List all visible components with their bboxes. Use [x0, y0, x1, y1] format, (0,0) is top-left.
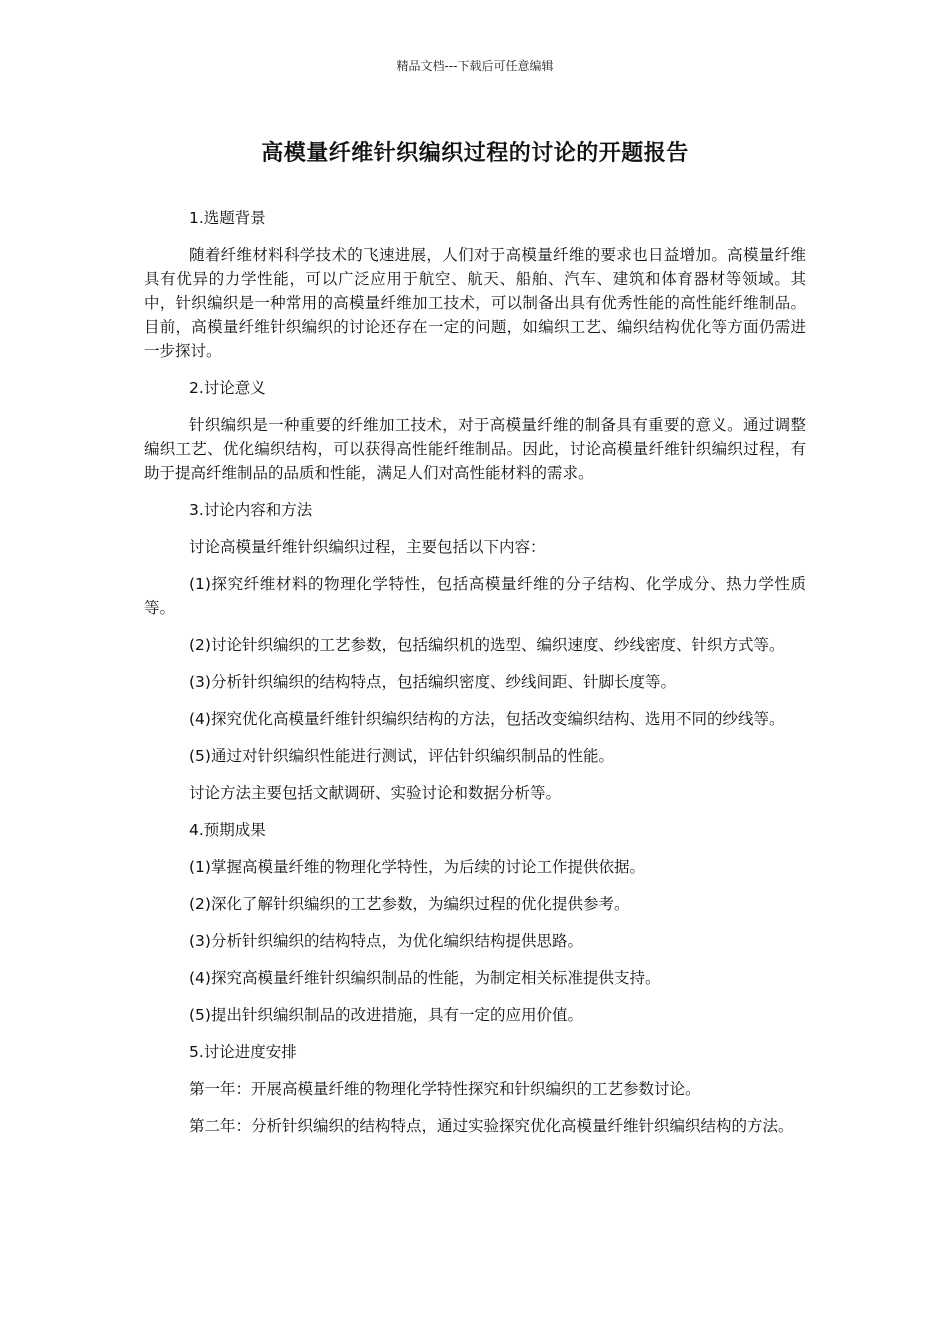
list-item: (3)分析针织编织的结构特点，包括编织密度、纱线间距、针脚长度等。	[189, 673, 676, 691]
paragraph: 讨论方法主要包括文献调研、实验讨论和数据分析等。	[189, 784, 562, 802]
schedule-item: 第二年：分析针织编织的结构特点，通过实验探究优化高模量纤维针织编织结构的方法。	[189, 1117, 794, 1135]
paragraph: 随着纤维材料科学技术的飞速进展，人们对于高模量纤维的要求也日益增加。高模量纤维具有优异的力学性能，可以广泛应用于航空、航天、船舶、汽车、建筑和体育器材等领域。其中，针织编织是一种常用的高模量纤维加工技术，可以制备出具有优秀性能的高性能纤维制品。目前，高模量纤维针织编织的讨论还存在一定的问题，如编织工艺、编织结构优化等方面仍需进一步探讨。	[144, 246, 806, 360]
section-heading: 5.讨论进度安排	[189, 1043, 297, 1061]
list-item: (1)探究纤维材料的物理化学特性，包括高模量纤维的分子结构、化学成分、热力学性质等。	[144, 575, 806, 617]
list-item: (4)探究高模量纤维针织编织制品的性能，为制定相关标准提供支持。	[189, 969, 661, 987]
list-item: (2)深化了解针织编织的工艺参数，为编织过程的优化提供参考。	[189, 895, 630, 913]
list-item: (5)提出针织编织制品的改进措施，具有一定的应用价值。	[189, 1006, 583, 1024]
list-item: (3)分析针织编织的结构特点，为优化编织结构提供思路。	[189, 932, 583, 950]
list-item: (2)讨论针织编织的工艺参数，包括编织机的选型、编织速度、纱线密度、针织方式等。	[189, 636, 785, 654]
list-item: (5)通过对针织编织性能进行测试，评估针织编织制品的性能。	[189, 747, 614, 765]
paragraph: 针织编织是一种重要的纤维加工技术，对于高模量纤维的制备具有重要的意义。通过调整编织工艺、优化编织结构，可以获得高性能纤维制品。因此，讨论高模量纤维针织编织过程，有助于提高纤维制品的品质和性能，满足人们对高性能材料的需求。	[144, 416, 806, 482]
paragraph: 讨论高模量纤维针织编织过程，主要包括以下内容：	[189, 538, 546, 556]
document-body	[144, 206, 806, 1151]
document-title: 高模量纤维针织编织过程的讨论的开题报告	[261, 141, 689, 166]
schedule-item: 第一年：开展高模量纤维的物理化学特性探究和针织编织的工艺参数讨论。	[189, 1080, 701, 1098]
section-heading: 3.讨论内容和方法	[189, 501, 313, 519]
page-header: 精品文档---下载后可任意编辑	[396, 59, 554, 73]
section-heading: 2.讨论意义	[189, 379, 266, 397]
section-heading: 1.选题背景	[189, 209, 266, 227]
section-heading: 4.预期成果	[189, 821, 266, 839]
list-item: (1)掌握高模量纤维的物理化学特性，为后续的讨论工作提供依据。	[189, 858, 645, 876]
list-item: (4)探究优化高模量纤维针织编织结构的方法，包括改变编织结构、选用不同的纱线等。	[189, 710, 785, 728]
